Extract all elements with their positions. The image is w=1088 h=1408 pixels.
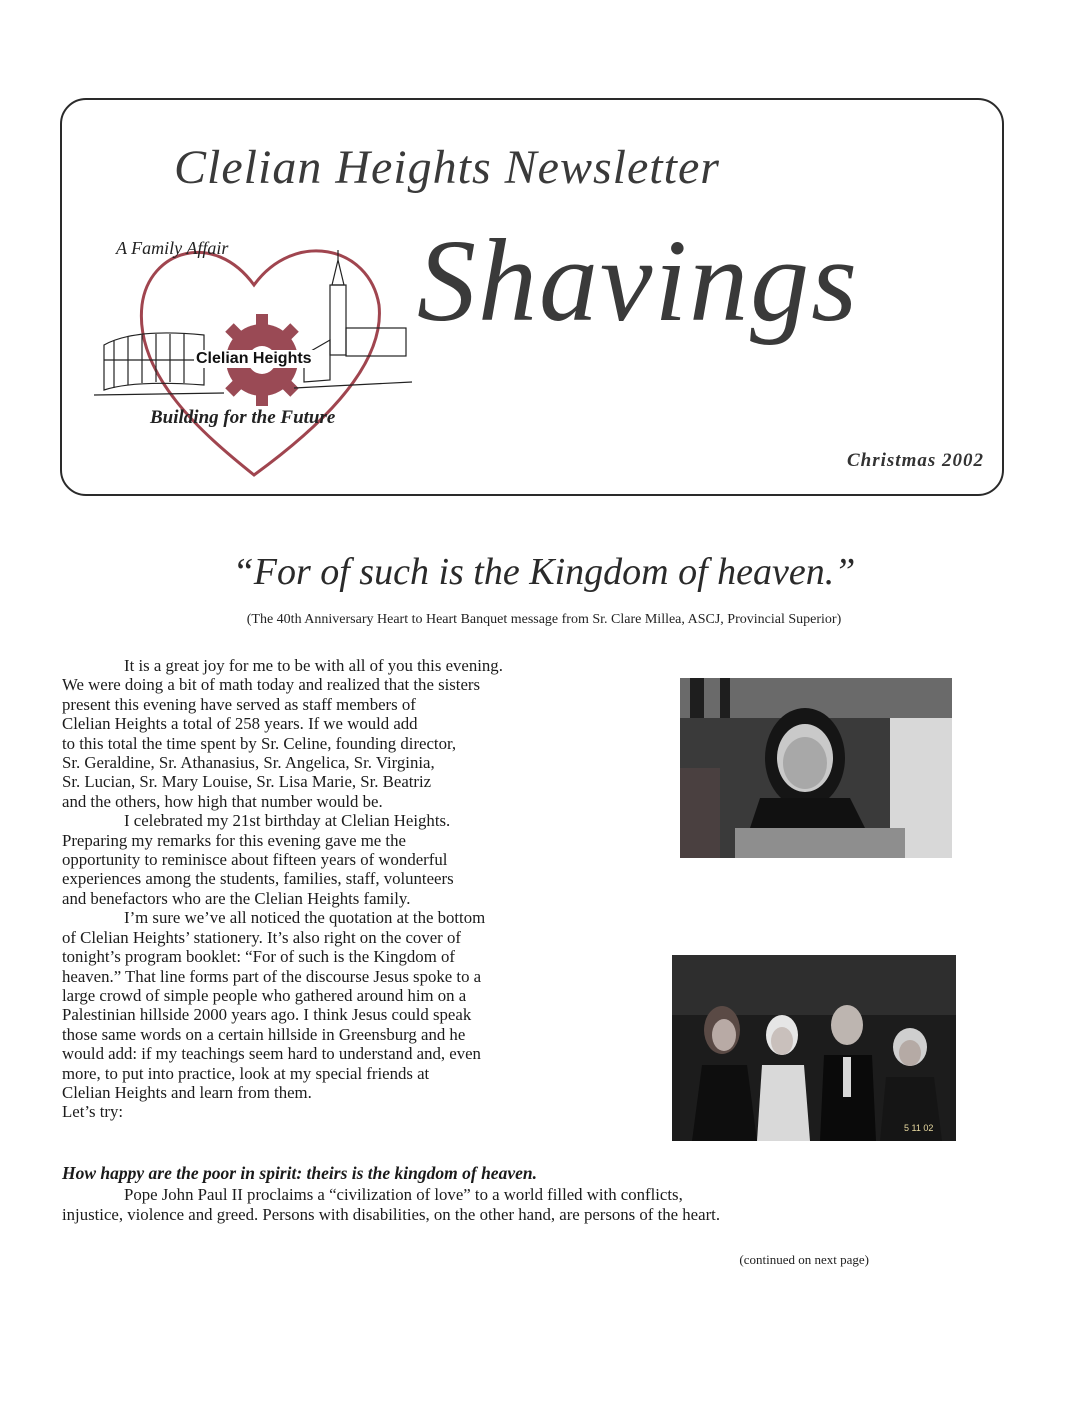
body-line: large crowd of simple people who gathered around him on a — [62, 985, 467, 1005]
body-line: Let’s try: — [62, 1102, 124, 1122]
body-line: present this evening have served as staff members of — [62, 694, 416, 714]
photo-speaker-at-podium — [680, 678, 952, 858]
newsletter-title: Clelian Heights Newsletter — [174, 141, 720, 194]
continued-note: (continued on next page) — [739, 1252, 869, 1267]
body-line: of Clelian Heights’ stationery. It’s also right on the cover of — [62, 927, 461, 947]
body-line: those same words on a certain hillside in Greensburg and he — [62, 1024, 466, 1044]
para2-line1: Pope John Paul II proclaims a “civilization of love” to a world filled with conflicts, — [124, 1185, 683, 1204]
body-line: I’m sure we’ve all noticed the quotation at the bottom — [124, 908, 486, 928]
body-line: to this total the time spent by Sr. Celine, founding director, — [62, 733, 457, 753]
photo-date-stamp: 5 11 02 — [904, 1123, 934, 1133]
body-line: Sr. Lucian, Sr. Mary Louise, Sr. Lisa Marie, Sr. Beatriz — [62, 772, 432, 792]
group-photo-icon — [672, 955, 956, 1141]
body-line: tonight’s program booklet: “For of such is the Kingdom of — [62, 947, 455, 967]
body-line: heaven.” That line forms part of the discourse Jesus spoke to a — [62, 966, 482, 986]
article-headline: “For of such is the Kingdom of heaven.” — [232, 551, 856, 593]
article-subhead: (The 40th Anniversary Heart to Heart Banquet message from Sr. Clare Millea, ASCJ, Provincial Superior) — [246, 612, 842, 627]
second-paragraph — [62, 1185, 942, 1225]
body-line: would add: if my teachings seem hard to understand and, even — [62, 1044, 481, 1064]
body-line: more, to put into practice, look at my special friends at — [62, 1063, 430, 1083]
body-line: opportunity to reminisce about fifteen years of wonderful — [62, 850, 448, 870]
beatitude-heading: How happy are the poor in spirit: theirs is the kingdom of heaven. — [62, 1163, 537, 1183]
logo-brand-text: Clelian Heights — [196, 350, 312, 367]
article-body — [62, 656, 622, 1122]
clelian-heights-logo — [94, 210, 414, 490]
body-line: We were doing a bit of math today and realized that the sisters — [62, 675, 481, 695]
body-line: I celebrated my 21st birthday at Clelian Heights. — [124, 811, 451, 831]
body-line: Sr. Geraldine, Sr. Athanasius, Sr. Angelica, Sr. Virginia, — [62, 753, 435, 773]
photo-group-of-four — [672, 955, 956, 1141]
body-line: experiences among the students, families, staff, volunteers — [62, 869, 454, 889]
body-line: and the others, how high that number would be. — [62, 791, 383, 811]
body-line: Clelian Heights a total of 258 years. If we would add — [62, 714, 418, 734]
para2-line2: injustice, violence and greed. Persons with disabilities, on the other hand, are persons of the heart. — [62, 1205, 721, 1224]
logo-tagline-bottom: Building for the Future — [150, 407, 336, 428]
masthead — [60, 98, 1004, 496]
body-line: and benefactors who are the Clelian Heights family. — [62, 888, 411, 908]
logo-tagline-top: A Family Affair — [116, 238, 229, 258]
body-line: It is a great joy for me to be with all of you this evening. — [124, 656, 503, 675]
issue-date: Christmas 2002 — [846, 450, 984, 471]
body-line: Palestinian hillside 2000 years ago. I think Jesus could speak — [62, 1005, 472, 1025]
speaker-photo-icon — [680, 678, 952, 858]
body-line: Clelian Heights and learn from them. — [62, 1082, 312, 1102]
body-line: Preparing my remarks for this evening gave me the — [62, 830, 406, 850]
newsletter-name: Shavings — [417, 215, 860, 346]
